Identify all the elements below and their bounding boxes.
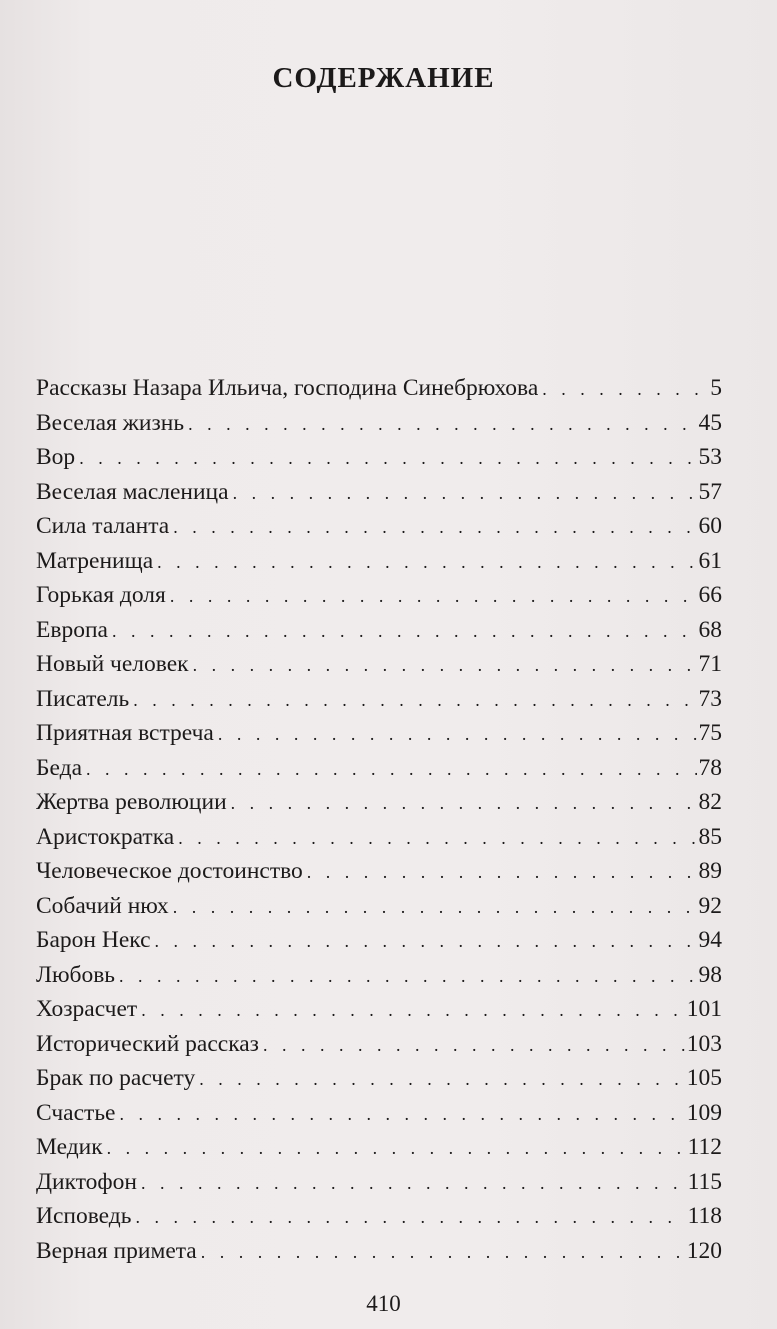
toc-entry-page: 85 — [698, 823, 722, 850]
toc-entry-title: Европа — [36, 616, 108, 643]
toc-entry-page: 5 — [710, 375, 722, 401]
toc-entry-title: Барон Некс — [36, 927, 151, 953]
toc-entry-title: Диктофон — [36, 1168, 137, 1195]
toc-entry-title: Медик — [36, 1134, 103, 1160]
toc-leader-dots — [218, 717, 697, 752]
toc-entry-page: 66 — [698, 582, 722, 608]
toc-entry-title: Приятная встреча — [36, 720, 214, 746]
toc-leader-dots — [233, 476, 697, 511]
toc-entry-title: Горькая доля — [36, 582, 166, 608]
toc-entry-page: 98 — [698, 961, 722, 988]
contents-heading: СОДЕРЖАНИЕ — [272, 62, 495, 94]
toc-entry — [36, 854, 722, 889]
toc-entry-title: Исторический рассказ — [36, 1030, 259, 1057]
toc-leader-dots — [119, 1097, 684, 1132]
toc-entry-title: Сила таланта — [36, 513, 170, 539]
toc-entry-title: Веселая жизнь — [36, 409, 185, 436]
toc-entry-title: Беда — [36, 754, 83, 781]
toc-leader-dots — [173, 890, 697, 925]
toc-entry-title: Писатель — [36, 685, 130, 712]
toc-entry-page: 118 — [687, 1203, 722, 1229]
toc-entry — [36, 1199, 722, 1234]
toc-entry-page: 115 — [687, 1168, 722, 1195]
toc-entry-title: Любовь — [36, 961, 116, 988]
toc-entry — [36, 1096, 722, 1131]
toc-entry — [36, 992, 722, 1027]
toc-leader-dots — [157, 545, 696, 580]
toc-leader-dots — [193, 648, 697, 683]
toc-entry-page: 60 — [698, 513, 722, 539]
toc-leader-dots — [133, 683, 696, 718]
toc-leader-dots — [199, 1062, 684, 1097]
toc-leader-dots — [155, 924, 697, 959]
toc-leader-dots — [170, 579, 697, 614]
toc-entry-title: Исповедь — [36, 1203, 132, 1229]
toc-leader-dots — [263, 1028, 685, 1063]
toc-leader-dots — [86, 752, 696, 787]
toc-entry-title: Счастье — [36, 1099, 116, 1126]
toc-leader-dots — [112, 614, 697, 649]
toc-entry-page: 120 — [686, 1237, 722, 1264]
toc-entry — [36, 889, 722, 924]
toc-entry-page: 92 — [698, 892, 722, 919]
toc-entry — [36, 1165, 722, 1200]
toc-entry-page: 94 — [698, 927, 722, 953]
toc-leader-dots — [141, 993, 685, 1028]
toc-leader-dots — [178, 821, 696, 856]
toc-entry-page: 61 — [698, 547, 722, 574]
toc-entry — [36, 578, 722, 613]
toc-entry-title: Собачий нюх — [36, 892, 169, 919]
toc-entry — [36, 509, 722, 544]
toc-leader-dots — [231, 786, 697, 821]
toc-entry — [36, 958, 722, 993]
toc-entry-page: 68 — [698, 616, 722, 643]
toc-entry — [36, 647, 722, 682]
toc-entry — [36, 371, 722, 406]
toc-entry — [36, 682, 722, 717]
toc-entry — [36, 716, 722, 751]
toc-entry-page: 101 — [686, 996, 722, 1022]
toc-leader-dots — [542, 372, 708, 407]
toc-entry-page: 45 — [698, 409, 722, 436]
toc-entry-page: 78 — [698, 754, 722, 781]
toc-entry — [36, 440, 722, 475]
toc-entry-title: Новый человек — [36, 651, 189, 677]
toc-entry — [36, 1061, 722, 1096]
toc-entry-page: 109 — [686, 1099, 722, 1126]
toc-entry — [36, 751, 722, 786]
toc-entry-title: Верная примета — [36, 1237, 197, 1264]
toc-entry-page: 53 — [698, 444, 722, 470]
toc-entry — [36, 1130, 722, 1165]
toc-entry-title: Матренища — [36, 547, 154, 574]
toc-entry — [36, 1234, 722, 1269]
toc-leader-dots — [119, 959, 696, 994]
toc-entry — [36, 475, 722, 510]
toc-entry — [36, 923, 722, 958]
toc-entry-title: Человеческое достоинство — [36, 858, 303, 884]
toc-entry-page: 73 — [698, 685, 722, 712]
toc-entry-page: 89 — [698, 858, 722, 884]
toc-entry — [36, 544, 722, 579]
toc-leader-dots — [107, 1131, 686, 1166]
toc-entry — [36, 613, 722, 648]
table-of-contents — [36, 371, 722, 1268]
toc-entry-title: Веселая масленица — [36, 478, 229, 505]
toc-leader-dots — [307, 855, 697, 890]
toc-entry-title: Хозрасчет — [36, 996, 138, 1022]
toc-entry — [36, 820, 722, 855]
page-number: 410 — [366, 1291, 401, 1316]
toc-entry-page: 112 — [687, 1134, 722, 1160]
toc-leader-dots — [201, 1235, 685, 1270]
toc-entry-title: Аристократка — [36, 823, 175, 850]
toc-leader-dots — [79, 441, 696, 476]
toc-entry-page: 82 — [698, 789, 722, 815]
toc-entry-title: Вор — [36, 444, 76, 470]
toc-entry-page: 103 — [686, 1030, 722, 1057]
toc-leader-dots — [173, 510, 696, 545]
toc-entry-title: Брак по расчету — [36, 1065, 196, 1091]
toc-entry-title: Рассказы Назара Ильича, господина Синебрюхова — [36, 375, 539, 401]
toc-leader-dots — [141, 1166, 686, 1201]
toc-entry-page: 57 — [698, 478, 722, 505]
toc-entry-page: 75 — [698, 720, 722, 746]
toc-entry-title: Жертва революции — [36, 789, 227, 815]
toc-entry — [36, 785, 722, 820]
toc-leader-dots — [135, 1200, 685, 1235]
toc-entry — [36, 406, 722, 441]
toc-entry — [36, 1027, 722, 1062]
toc-entry-page: 71 — [698, 651, 722, 677]
toc-entry-page: 105 — [686, 1065, 722, 1091]
toc-leader-dots — [188, 407, 696, 442]
